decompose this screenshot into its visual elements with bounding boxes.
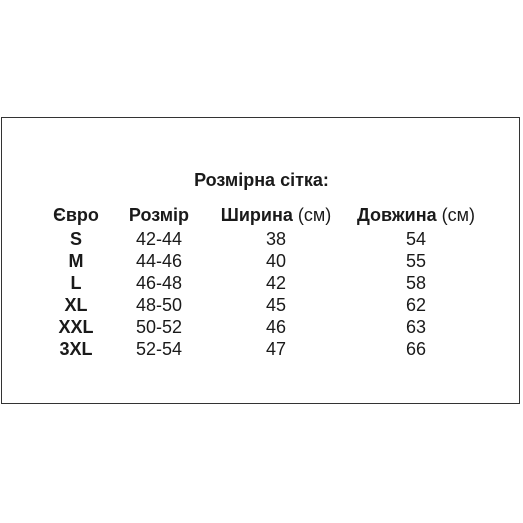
header-euro: Євро	[53, 205, 99, 225]
cell-length: 54	[405, 229, 427, 249]
size-chart-title: Розмірна сітка:	[194, 170, 329, 190]
header-size: Розмір	[128, 205, 190, 225]
header-width: Ширина (см)	[220, 205, 332, 225]
cell-width: 38	[265, 229, 287, 249]
table-row	[40, 272, 486, 294]
cell-euro: S	[69, 229, 82, 249]
size-table	[40, 202, 486, 360]
table-row	[40, 250, 486, 272]
header-width-unit: (см)	[297, 205, 332, 225]
cell-length: 55	[405, 251, 427, 271]
cell-euro: XXL	[58, 317, 94, 337]
cell-length: 66	[405, 339, 427, 359]
cell-size: 50-52	[135, 317, 183, 337]
cell-size: 52-54	[135, 339, 183, 359]
cell-euro: XL	[64, 295, 88, 315]
table-row	[40, 294, 486, 316]
cell-size: 48-50	[135, 295, 183, 315]
cell-size: 46-48	[135, 273, 183, 293]
cell-length: 63	[405, 317, 427, 337]
table-row	[40, 228, 486, 250]
cell-width: 45	[265, 295, 287, 315]
header-length: Довжина (см)	[357, 205, 475, 225]
cell-size: 44-46	[135, 251, 183, 271]
cell-size: 42-44	[135, 229, 183, 249]
table-header-row	[40, 202, 486, 228]
cell-length: 62	[405, 295, 427, 315]
table-row	[40, 316, 486, 338]
cell-euro: M	[68, 251, 84, 271]
cell-euro: L	[70, 273, 82, 293]
cell-euro: 3XL	[59, 339, 93, 359]
cell-width: 40	[265, 251, 287, 271]
cell-length: 58	[405, 273, 427, 293]
cell-width: 46	[265, 317, 287, 337]
cell-width: 42	[265, 273, 287, 293]
cell-width: 47	[265, 339, 287, 359]
table-row	[40, 338, 486, 360]
header-length-unit: (см)	[441, 205, 475, 225]
